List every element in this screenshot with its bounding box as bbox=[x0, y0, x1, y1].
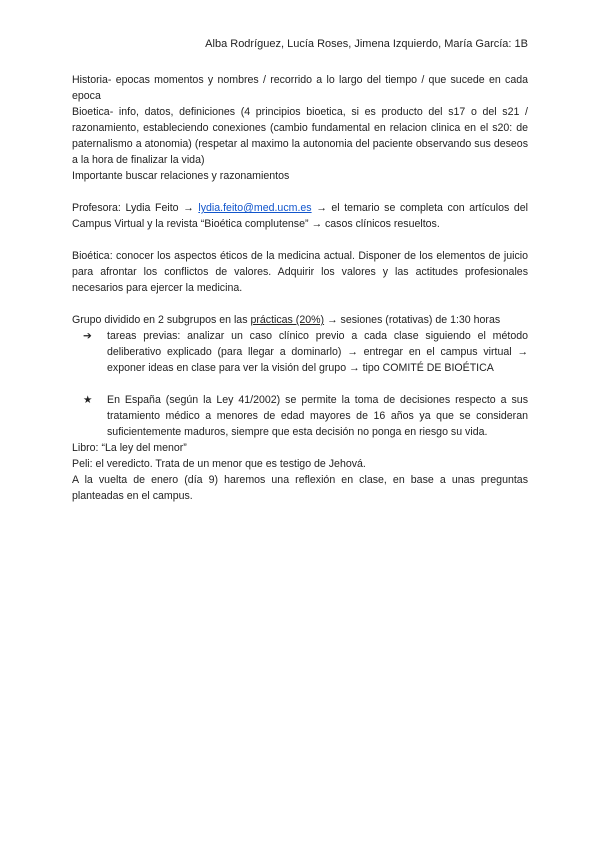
grupo-paragraph bbox=[72, 312, 528, 328]
profesora-suffix: → el temario se completa con artículos del Campus Virtual y la revista “Bioética complutense” → casos clínicos resueltos. bbox=[72, 202, 529, 230]
bioetica-line: Bioetica- info, datos, definiciones (4 principios bioetica, si es producto del s17 o del s21 / razonamiento, estableciendo conexiones (cambio fundamental en relacion clinica en el s20: de paternalismo a atonomia) (respetar al maximo la autonomia del paciente observando sus deseos a la hora de finalizar la vida) bbox=[72, 106, 528, 166]
libro-line: Libro: “La ley del menor” bbox=[72, 442, 187, 454]
arrow-bullet-icon: ➔ bbox=[83, 330, 92, 342]
document-body bbox=[72, 72, 528, 504]
list-item-espana bbox=[72, 392, 528, 440]
vuelta-line: A la vuelta de enero (día 9) haremos una reflexión en clase, en base a unas preguntas planteadas en el campus. bbox=[72, 474, 528, 502]
spacer bbox=[72, 296, 528, 312]
peli-line: Peli: el veredicto. Trata de un menor que es testigo de Jehová. bbox=[72, 458, 366, 470]
grupo-suffix: → sesiones (rotativas) de 1:30 horas bbox=[327, 314, 501, 326]
header-authors: Alba Rodríguez, Lucía Roses, Jimena Izquierdo, María García: 1B bbox=[205, 38, 528, 50]
spacer bbox=[72, 376, 528, 392]
spacer bbox=[72, 232, 528, 248]
profesora-prefix: Profesora: Lydia Feito → bbox=[72, 202, 194, 214]
espana-text: En España (según la Ley 41/2002) se permite la toma de decisiones respecto a sus tratamiento médico a menores de edad mayores de 16 años ya que se consideran suficientemente maduros, siempre que esta decisión no ponga en riesgo su vida. bbox=[107, 394, 528, 438]
grupo-prefix: Grupo dividido en 2 subgrupos en las bbox=[72, 314, 248, 326]
practicas-underlined: prácticas (20%) bbox=[250, 314, 325, 326]
tareas-text: tareas previas: analizar un caso clínico previo a cada clase siguiendo el método deliberativo explicado (para llegar a dominarlo) → entregar en el campus virtual → exponer ideas en clase para ver la visión del grupo → tipo COMITÉ DE BIOÉTICA bbox=[107, 330, 528, 374]
email-link[interactable]: lydia.feito@med.ucm.es bbox=[198, 202, 312, 214]
historia-line: Historia- epocas momentos y nombres / recorrido a lo largo del tiempo / que sucede en cada epoca bbox=[72, 74, 528, 102]
importante-line: Importante buscar relaciones y razonamientos bbox=[72, 170, 290, 182]
spacer bbox=[72, 184, 528, 200]
bioetica-definition: Bioética: conocer los aspectos éticos de la medicina actual. Disponer de los elementos de juicio para afrontar los conflictos de valores. Adquirir los valores y las actitudes profesionales necesarios para ejercer la medicina. bbox=[72, 250, 528, 294]
star-bullet-icon: ★ bbox=[83, 394, 93, 406]
list-item-tareas bbox=[72, 328, 528, 376]
profesora-paragraph bbox=[72, 200, 528, 232]
